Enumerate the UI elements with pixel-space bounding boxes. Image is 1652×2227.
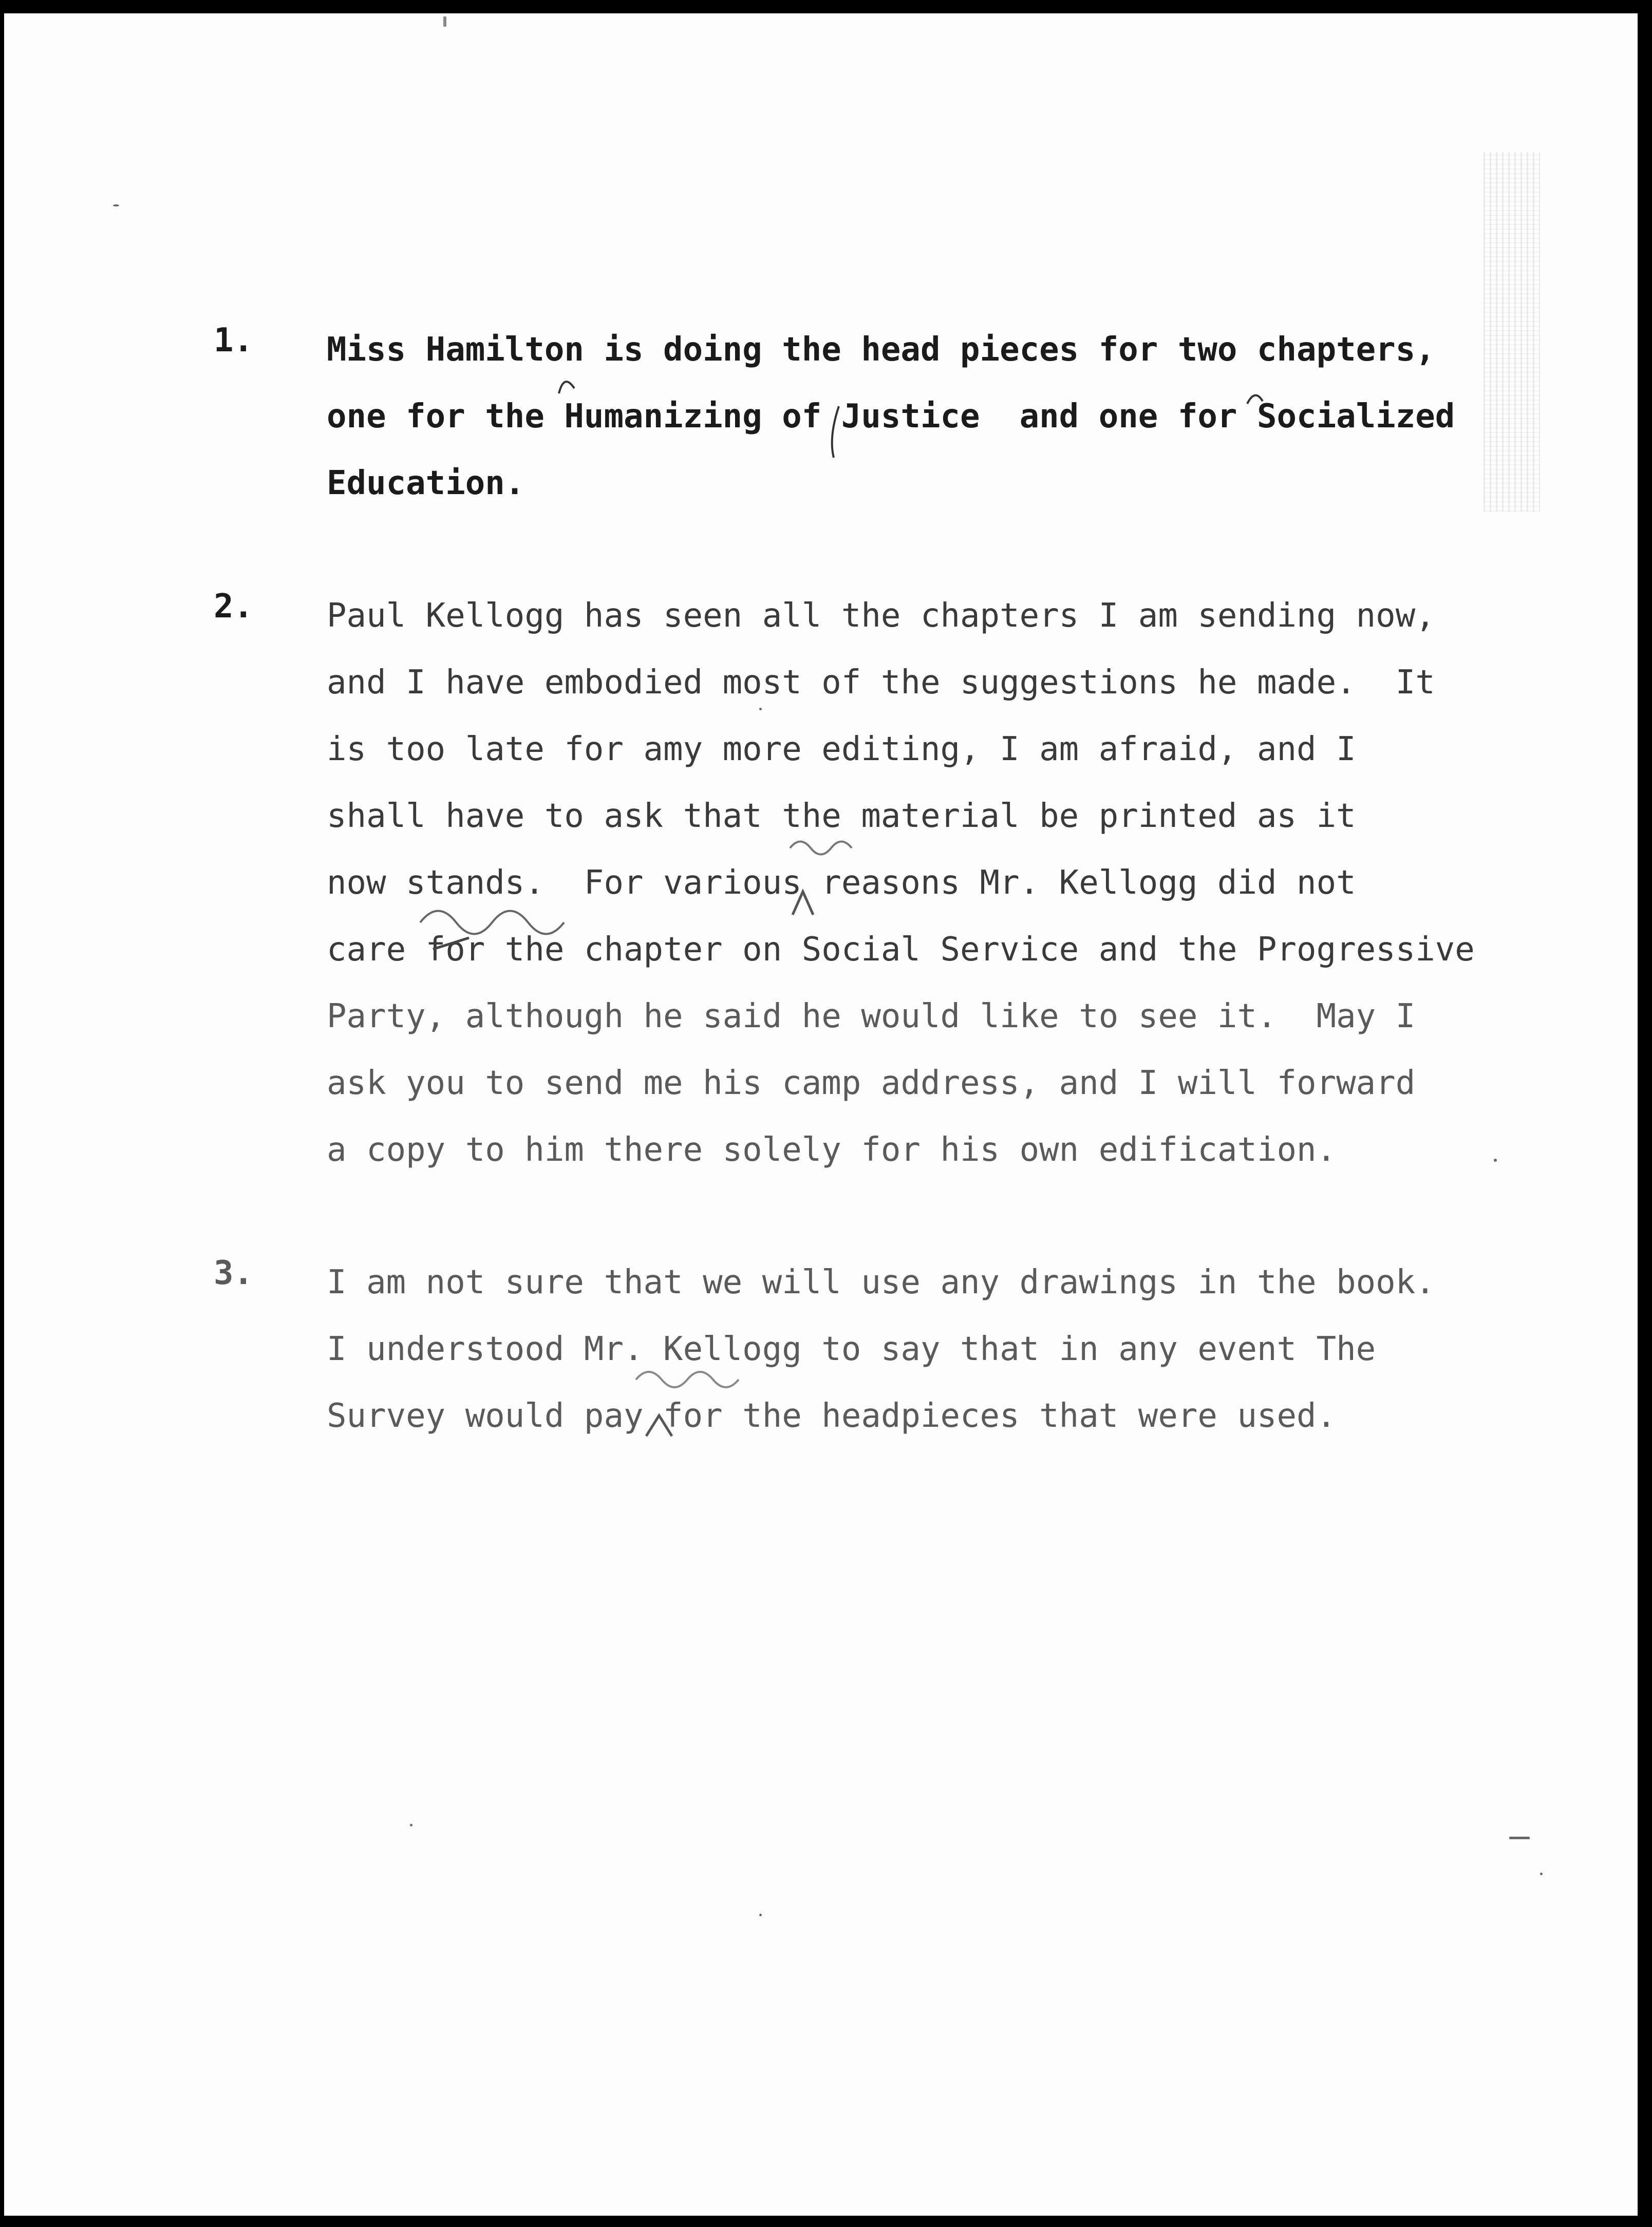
- speck: [1494, 1159, 1497, 1162]
- text-line: a copy to him there solely for his own edification.: [327, 1131, 1337, 1169]
- item-number: 3.: [214, 1254, 254, 1292]
- text-line: Paul Kellogg has seen all the chapters I am sending now,: [327, 597, 1435, 635]
- text-line: Miss Hamilton is doing the head pieces for two chapters,: [327, 331, 1435, 369]
- speck: [1540, 1873, 1543, 1875]
- text-line: is too late for amy more editing, I am afraid, and I: [327, 730, 1356, 768]
- text-line: shall have to ask that the material be printed as it: [327, 797, 1356, 835]
- speck: [1509, 1837, 1530, 1839]
- text-line: now stands. For various reasons Mr. Kellogg did not: [327, 864, 1356, 902]
- text-line: care for the chapter on Social Service and the Progressive: [327, 931, 1475, 969]
- item-number: 1.: [214, 322, 254, 360]
- speck: [113, 204, 119, 206]
- text-line: one for the Humanizing of Justice and one for Socialized: [327, 398, 1455, 436]
- item-text: [327, 1254, 1435, 1455]
- text-line: and I have embodied most of the suggestions he made. It: [327, 664, 1435, 702]
- speck: [759, 1914, 762, 1916]
- scan-noise: [1484, 152, 1540, 512]
- speck: [410, 1824, 412, 1826]
- paper-sheet: [4, 13, 1638, 2216]
- text-line: I understood Mr. Kellogg to say that in any event The: [327, 1330, 1376, 1368]
- text-line: I am not sure that we will use any drawings in the book.: [327, 1263, 1435, 1301]
- speck: [443, 16, 446, 27]
- text-line: Survey would pay for the headpieces that were used.: [327, 1397, 1337, 1435]
- item-text: [327, 322, 1455, 522]
- text-line: Party, although he said he would like to see it. May I: [327, 997, 1416, 1035]
- text-line: Education.: [327, 464, 525, 502]
- text-line: ask you to send me his camp address, and I will forward: [327, 1064, 1416, 1102]
- item-text: [327, 588, 1475, 1188]
- item-number: 2.: [214, 588, 254, 626]
